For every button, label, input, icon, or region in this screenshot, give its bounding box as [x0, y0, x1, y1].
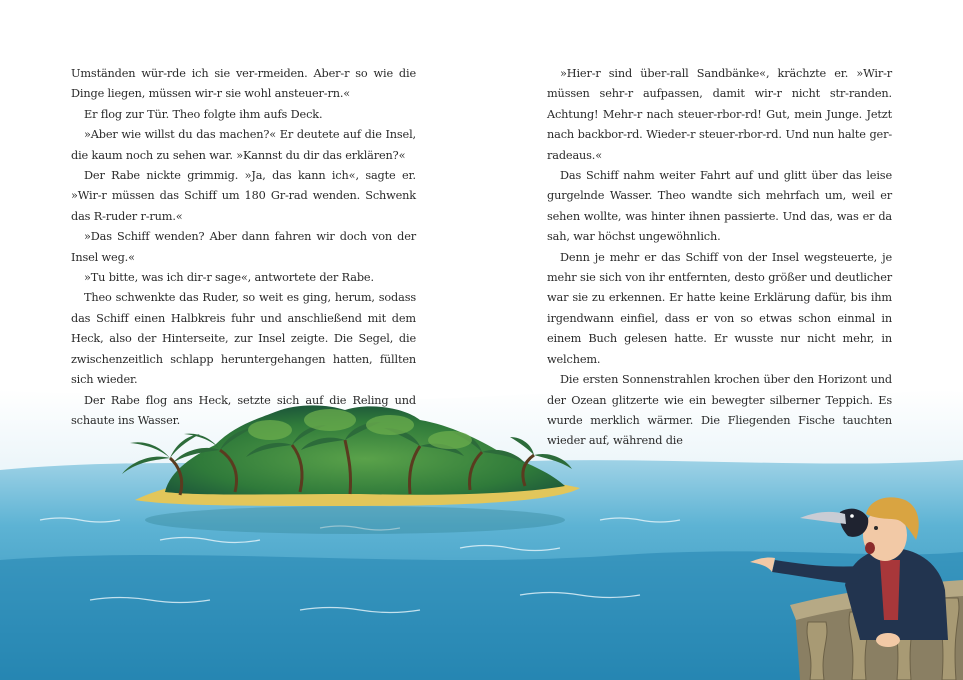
- paragraph: Theo schwenkte das Ruder, so weit es ging, herum, sodass das Schiff einen Halbkreis fuhr und anschließend mit dem Heck, also der Hinterseite, zur Insel zeigte. Die Segel, die zwischenzeitlich schlapp heruntergehangen hatten, füllten sich wieder.: [71, 291, 416, 387]
- paragraph: Der Rabe flog ans Heck, setzte sich auf die Reling und schaute ins Wasser.: [71, 393, 416, 427]
- paragraph: »Tu bitte, was ich dir-r sage«, antwortete der Rabe.: [84, 271, 374, 285]
- paragraph: »Hier-r sind über-rall Sandbänke«, krächzte er. »Wir-r müssen sehr-r aufpassen, damit wir-r nicht str-randen. Achtung! Mehr-r nach steuer-rbor-rd! Gut, mein Junge. Jetzt nach backbor-rd. Wieder-r steuer-rbor-rd. Und nun halte ger-radeaus.«: [547, 67, 892, 162]
- paragraph: Er flog zur Tür. Theo folgte ihm aufs Deck.: [84, 107, 323, 121]
- paragraph: »Aber wie willst du das machen?« Er deutete auf die Insel, die kaum noch zu sehen war. »Kannst du dir das erklären?«: [71, 128, 416, 162]
- paragraph: »Das Schiff wenden? Aber dann fahren wir doch von der Insel weg.«: [71, 230, 416, 264]
- page-left-text: [71, 64, 416, 431]
- paragraph: Der Rabe nickte grimmig. »Ja, das kann ich«, sagte er. »Wir-r müssen das Schiff um 180 Gr-rad wenden. Schwenk das R-ruder r-rum.«: [71, 169, 416, 223]
- paragraph: Das Schiff nahm weiter Fahrt auf und glitt über das leise gurgelnde Wasser. Theo wandte sich mehrfach um, weil er sehen wollte, was hinter ihnen passierte. Und das, was er da sah, war höchst ungewöhnlich.: [547, 169, 892, 244]
- paragraph: Umständen wür-rde ich sie ver-rmeiden. Aber-r so wie die Dinge liegen, müssen wir-r sie wohl ansteuer-rn.«: [71, 67, 416, 101]
- paragraph: Die ersten Sonnenstrahlen krochen über den Horizont und der Ozean glitzerte wie ein bewegter silberner Teppich. Es wurde merklich wärmer. Die Fliegenden Fische tauchten wieder auf, während die: [547, 373, 892, 448]
- paragraph: Denn je mehr er das Schiff von der Insel wegsteuerte, je mehr sie sich von ihr entfernten, desto größer und deutlicher war sie zu erkennen. Er hatte keine Erklärung dafür, bis ihm irgendwann einfiel, dass er von so etwas schon einmal in einem Buch gelesen hatte. Er wusste nur nicht mehr, in welchem.: [547, 250, 892, 366]
- page-right-text: [547, 64, 892, 452]
